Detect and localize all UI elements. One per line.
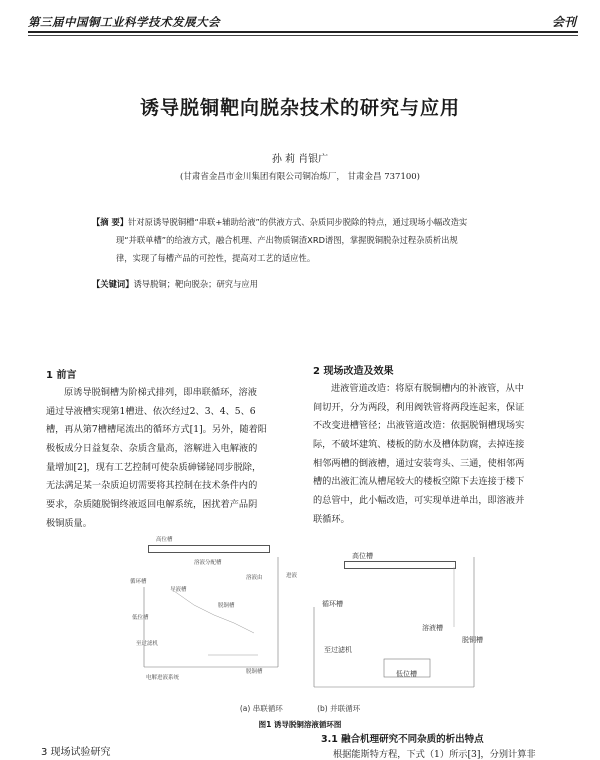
fig-label: 脱铜槽 (462, 636, 483, 644)
section-1-heading: 1 前言 (46, 370, 77, 381)
figure-1b-parallel-diagram (304, 527, 486, 699)
figure-1-caption: 图1 诱导脱铜溶液循环图 (258, 720, 342, 729)
abstract-text-1: 针对原诱导脱铜槽“串联+辅助给液”的供液方式、杂质同步脱除的特点，通过现场小幅改造实 (128, 217, 468, 227)
header-rule-thin (28, 35, 578, 36)
fig-label: 循环槽 (130, 579, 147, 585)
running-header (28, 10, 576, 32)
abstract-label: 【摘 要】 (92, 217, 129, 227)
fig-label: 低位槽 (132, 615, 149, 621)
section-2-line: 联循环。 (313, 513, 350, 525)
fig-label: 电解进液系统 (146, 675, 180, 681)
fig-label: 高位槽 (156, 537, 173, 543)
header-rule (28, 31, 578, 33)
section-2-line: 际，不破坏建筑、楼板的防水及槽体防腐，去掉连接 (313, 439, 525, 451)
fig-1a-pipes (118, 527, 298, 699)
fig-label: 导液槽 (170, 587, 187, 593)
header-journal-name: 会刊 (551, 15, 576, 29)
section-2-line: 的总管中，此小幅改造，可实现单进单出，即溶液并 (313, 495, 525, 507)
fig-label: 高位槽 (352, 552, 373, 560)
figure-1-subcaptions (0, 703, 600, 714)
section-2-line: 间切开，分为两段，利用阀铁管将两段连起来，保证 (313, 401, 525, 413)
fig-label: 进液 (286, 573, 298, 579)
fig-label: 循环槽 (322, 600, 343, 608)
abstract-line-1 (92, 213, 522, 231)
section-1-line: 槽，再从第7槽槽尾流出的循环方式[1]。另外，随着阳 (46, 424, 267, 436)
author-affiliation: (甘肃省金昌市金川集团有限公司铜冶炼厂， 甘肃金昌 737100) (180, 172, 420, 182)
subsection-3-1-line: 根据能斯特方程，下式（1）所示[3]，分别计算非 (333, 749, 536, 760)
header-conference-name: 第三届中国铜工业科学技术发展大会 (28, 15, 220, 29)
fig-label: 脱铜槽 (218, 603, 235, 609)
section-1-line: 无法满足某一杂质迫切需要将其控制在技术条件内的 (46, 480, 258, 492)
section-1-line: 要求，杂质随脱铜终液返回电解系统，困扰着产品阴 (46, 499, 258, 511)
author-names: 孙 莉 肖银广 (271, 154, 329, 165)
paper-title: 诱导脱铜靶向脱杂技术的研究与应用 (139, 97, 460, 119)
abstract-line-2: 现“并联单槽”的给液方式，融合机理、产出物质铜渣XRD谱图，掌握脱铜脱杂过程杂质析出规 (116, 235, 458, 245)
subsection-3-1-heading: 3.1 融合机理研究不同杂质的析出特点 (321, 734, 484, 745)
section-2-line: 不改变进槽管径；出液管道改造：依据脱铜槽现场实 (313, 420, 525, 432)
fig-label: 低位槽 (396, 670, 417, 678)
section-2-heading: 2 现场改造及效果 (313, 366, 394, 377)
figure-1b-caption: (b) 并联循环 (317, 704, 361, 713)
section-3-heading: 3 现场试验研究 (41, 747, 111, 758)
fig-label: 溶液槽 (422, 624, 443, 632)
keywords (92, 278, 522, 290)
section-2-body (313, 380, 569, 530)
fig-label: 脱铜槽 (246, 669, 263, 675)
section-1-line: 量增加[2]，现有工艺控制可使杂质砷锑铋同步脱除， (46, 461, 262, 473)
keywords-text: 诱导脱铜；靶向脱杂；研究与应用 (133, 279, 258, 289)
figure-1 (118, 527, 486, 707)
fig-label: 溶液分配槽 (194, 560, 222, 566)
keywords-label: 【关键词】 (92, 279, 134, 289)
section-1-line: 极板成分日益复杂、杂质含量高，溶解进入电解液的 (46, 443, 258, 455)
section-1-line: 通过导液槽实现第1槽进、依次经过2、3、4、5、6 (46, 405, 256, 417)
fig-label: 至过滤机 (136, 641, 159, 647)
figure-1a-series-diagram (118, 527, 298, 699)
fig-label: 至过滤机 (324, 646, 352, 654)
section-1-line: 极铜质量。 (46, 517, 92, 529)
section-2-line: 进液管道改造：将原有脱铜槽内的补液管，从中 (331, 383, 524, 394)
figure-1a-caption: (a) 串联循环 (239, 704, 283, 713)
section-1-line: 原诱导脱铜槽为阶梯式排列，即串联循环，溶液 (64, 387, 257, 398)
fig-label: 溶液由 (246, 575, 263, 581)
section-2-line: 相邻两槽的倒液槽，通过安装弯头、三通，使相邻两 (313, 457, 525, 469)
abstract-line-3: 律，实现了每槽产品的可控性，提高对工艺的适应性。 (116, 253, 316, 263)
fig-1b-pipes (304, 527, 486, 699)
abstract (92, 213, 522, 267)
section-1-body (46, 384, 296, 534)
section-2-line: 槽的出液汇流从槽尾较大的楼板空隙下去连接于楼下 (313, 476, 525, 488)
